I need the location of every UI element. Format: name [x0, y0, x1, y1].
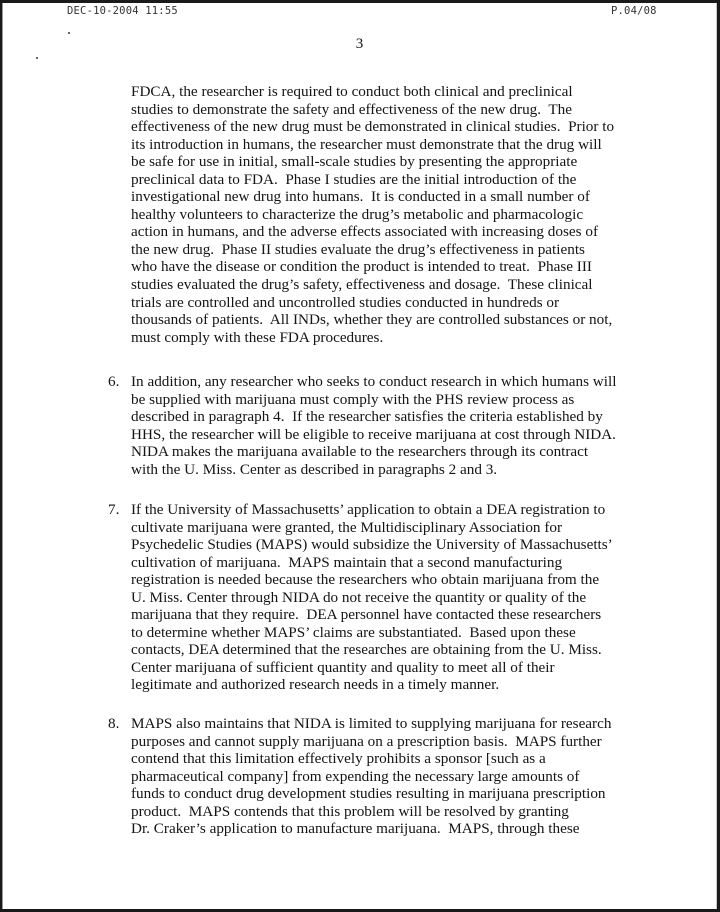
text-line: Psychedelic Studies (MAPS) would subsidize the University of Massachusetts’ [131, 536, 613, 554]
paragraph-number: 7. [108, 501, 120, 518]
text-line: studies to demonstrate the safety and effectiveness of the new drug. The [131, 100, 573, 118]
page-number: 3 [355, 36, 364, 52]
paragraph-number: 8. [108, 715, 120, 732]
text-line: FDCA, the researcher is required to conduct both clinical and preclinical [131, 83, 573, 100]
text-line: legitimate and authorized research needs in a timely manner. [131, 676, 500, 694]
paragraph-8 [108, 715, 631, 838]
text-line: Center marijuana of sufficient quantity and quality to meet all of their [131, 658, 555, 676]
text-line: Dr. Craker’s application to manufacture marijuana. MAPS, through these [131, 820, 580, 838]
text-line: cultivate marijuana were granted, the Multidisciplinary Association for [131, 518, 563, 536]
text-line: healthy volunteers to characterize the drug’s metabolic and pharmacologic [131, 205, 584, 223]
paragraph-number: 6. [108, 373, 120, 390]
fax-header [3, 5, 716, 19]
paragraph-6 [108, 373, 631, 478]
text-line: preclinical data to FDA. Phase I studies are the initial introduction of the [131, 170, 577, 188]
text-line: MAPS also maintains that NIDA is limited to supplying marijuana for research [131, 715, 612, 732]
fax-page-indicator: P.04/08 [611, 5, 657, 17]
text-line: its introduction in humans, the researcher must demonstrate that the drug will [131, 135, 602, 153]
text-line: effectiveness of the new drug must be demonstrated in clinical studies. Prior to [131, 118, 615, 136]
text-line: cultivation of marijuana. MAPS maintain that a second manufacturing [131, 553, 563, 571]
scan-speck [36, 57, 38, 59]
text-line: to determine whether MAPS’ claims are substantiated. Based upon these [131, 623, 576, 641]
text-line: with the U. Miss. Center as described in paragraphs 2 and 3. [131, 460, 498, 478]
text-line: be supplied with marijuana must comply with the PHS review process as [131, 390, 575, 408]
text-line: contacts, DEA determined that the researches are obtaining from the U. Miss. [131, 641, 602, 659]
text-line: the new drug. Phase II studies evaluate the drug’s effectiveness in patients [131, 240, 585, 258]
text-line: purposes and cannot supply marijuana on a prescription basis. MAPS further [131, 732, 602, 750]
text-line: HHS, the researcher will be eligible to receive marijuana at cost through NIDA. [131, 425, 616, 443]
text-line: product. MAPS contends that this problem will be resolved by granting [131, 802, 569, 820]
text-line: In addition, any researcher who seeks to conduct research in which humans will [131, 373, 617, 390]
paragraph-continued [131, 83, 631, 346]
text-line: marijuana that they require. DEA personnel have contacted these researchers [131, 606, 602, 624]
text-line: studies evaluated the drug’s safety, effectiveness and dosage. These clinical [131, 276, 593, 294]
paragraph-7 [108, 501, 631, 694]
text-line: action in humans, and the adverse effects associated with increasing doses of [131, 223, 599, 241]
text-line: investigational new drug into humans. It is conducted in a small number of [131, 188, 590, 206]
text-line: pharmaceutical company] from expending the necessary large amounts of [131, 767, 580, 785]
text-line: must comply with these FDA procedures. [131, 328, 384, 346]
text-line: NIDA makes the marijuana available to the researchers through its contract [131, 443, 589, 461]
document-page [2, 3, 717, 909]
text-line: who have the disease or condition the product is intended to treat. Phase III [131, 258, 592, 276]
text-line: be safe for use in initial, small-scale studies by presenting the appropriate [131, 153, 578, 171]
text-line: thousands of patients. All INDs, whether they are controlled substances or not, [131, 311, 613, 329]
scan-speck [68, 32, 70, 34]
text-line: trials are controlled and uncontrolled studies conducted in hundreds or [131, 293, 560, 311]
text-line: described in paragraph 4. If the researcher satisfies the criteria established by [131, 408, 603, 426]
text-line: If the University of Massachusetts’ application to obtain a DEA registration to [131, 501, 606, 518]
text-line: contend that this limitation effectively prohibits a sponsor [such as a [131, 750, 546, 768]
text-line: registration is needed because the researchers who obtain marijuana from the [131, 571, 600, 589]
fax-datetime: DEC-10-2004 11:55 [67, 5, 178, 17]
text-line: funds to conduct drug development studies resulting in marijuana prescription [131, 785, 606, 803]
text-line: U. Miss. Center through NIDA do not receive the quantity or quality of the [131, 588, 587, 606]
